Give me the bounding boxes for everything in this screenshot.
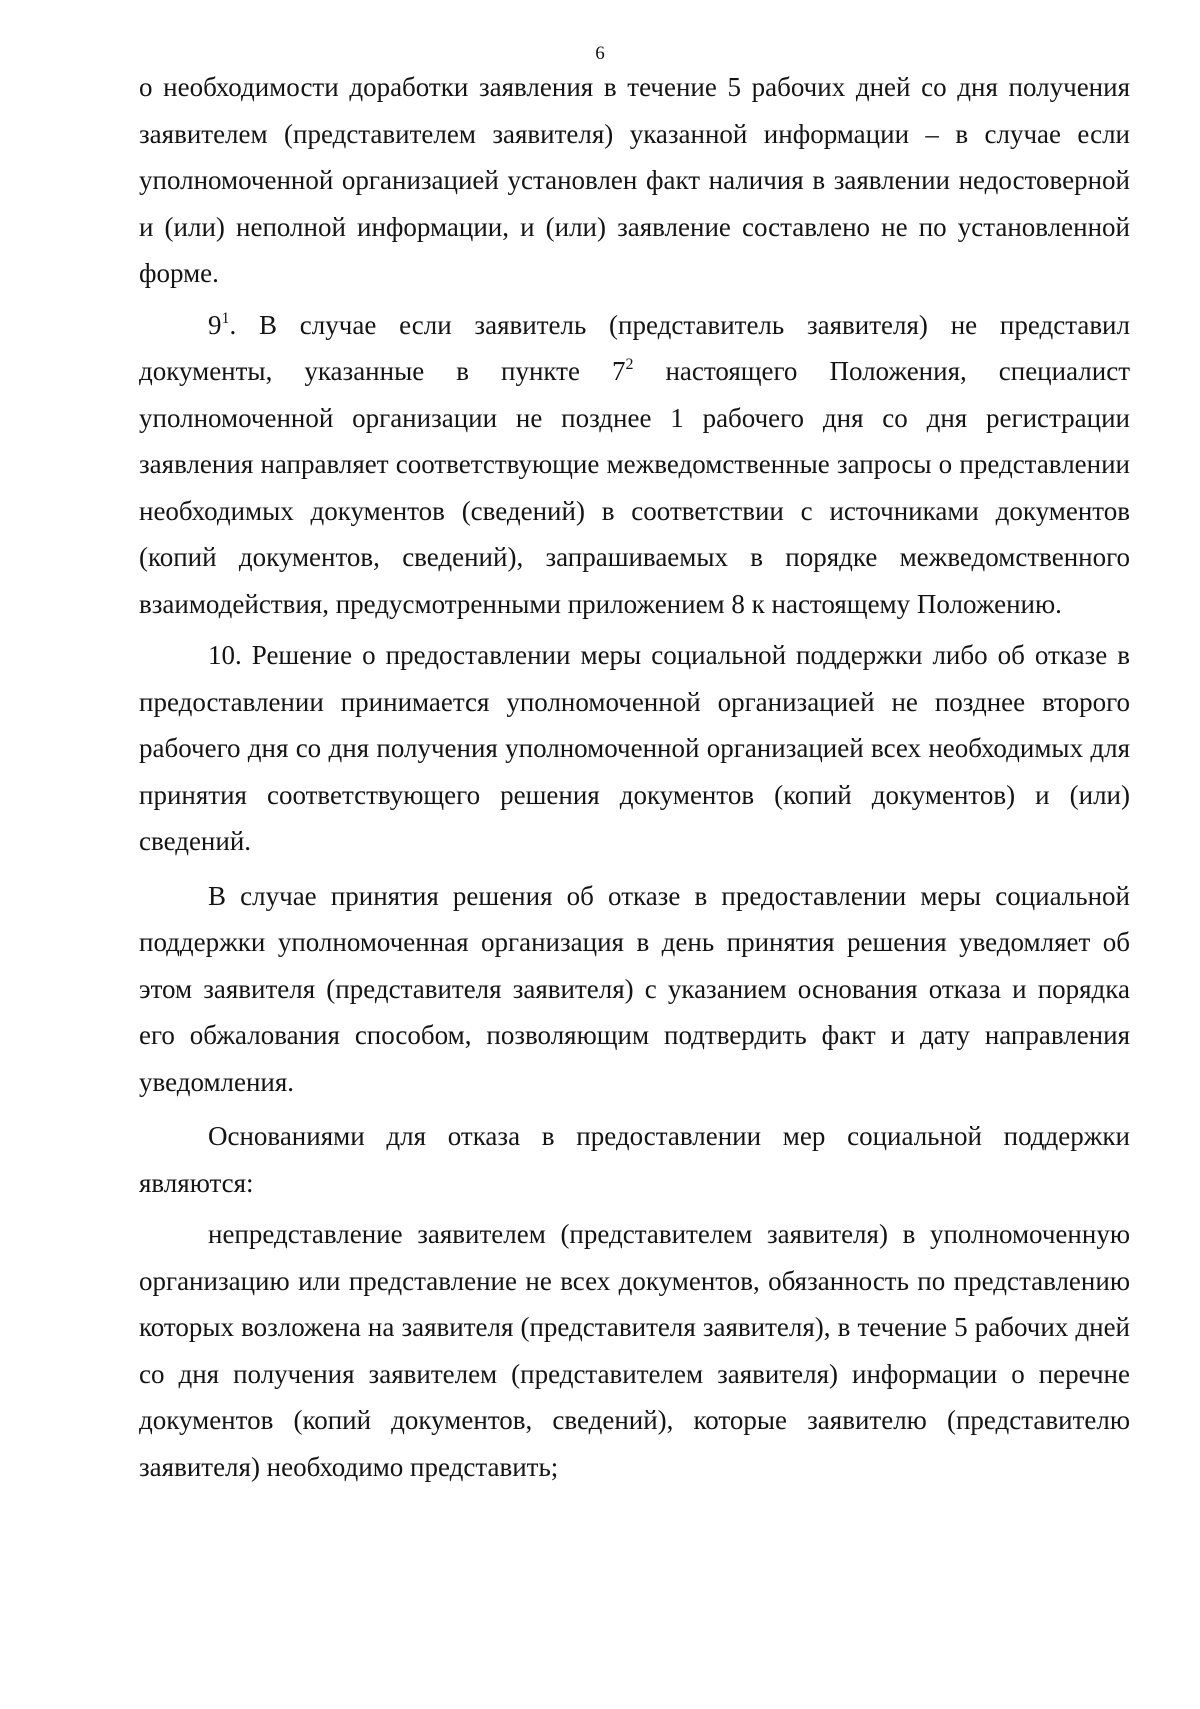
item-number: 9 — [208, 309, 222, 340]
paragraph-text-part-2: настоящего Положения, специалист уполномоченной организации не позднее 1 рабочего дня со дня регистрации заявления направляет соответствующие межведомственные запросы о представлении необходимых документов (сведений) в соответствии с источниками документов (копий документов, сведений), запрашиваемых в порядке межведомственного взаимодействия, предусмотренными приложением 8 к настоящему Положению. — [139, 356, 1131, 619]
paragraph-continuation: о необходимости доработки заявления в течение 5 рабочих дней со дня получения заявителем (представителем заявителя) указанной информации – в случае если уполномоченной организацией установлен факт наличия в заявлении недостоверной и (или) неполной информации, и (или) заявление составлено не по установленной форме. — [139, 72, 1130, 288]
reference-superscript: 2 — [625, 356, 634, 373]
paragraph-item-9-1 — [139, 302, 1130, 628]
page-number: 6 — [595, 43, 605, 64]
paragraph-item-10: 10. Решение о предоставлении меры социальной поддержки либо об отказе в предоставлении принимается уполномоченной организацией не позднее второго рабочего дня со дня получения уполномоченной организацией всех необходимых для принятия соответствующего решения документов (копий документов) и (или) сведений. — [139, 640, 1130, 856]
paragraph-refusal-grounds: Основаниями для отказа в предоставлении мер социальной поддержки являются: — [139, 1121, 1130, 1198]
item-number-superscript: 1 — [221, 309, 230, 327]
paragraph-ground-1: непредставление заявителем (представителем заявителя) в уполномоченную организацию или представление не всех документов, обязанность по представлению которых возложена на заявителя (представителя заявителя), в течение 5 рабочих дней со дня получения заявителем (представителем заявителя) информации о перечне документов (копий документов, сведений), которые заявителю (представителю заявителя) необходимо представить; — [139, 1219, 1130, 1482]
document-body — [139, 64, 1130, 1490]
paragraph-refusal-notice: В случае принятия решения об отказе в предоставлении меры социальной поддержки уполномоченная организация в день принятия решения уведомляет об этом заявителя (представителя заявителя) с указанием основания отказа и порядка его обжалования способом, позволяющим подтвердить факт и дату направления уведомления. — [139, 880, 1130, 1097]
paragraph-text-part-1: . В случае если заявитель (представитель заявителя) не представил документы, указанные в пункте 7 — [139, 309, 1130, 386]
